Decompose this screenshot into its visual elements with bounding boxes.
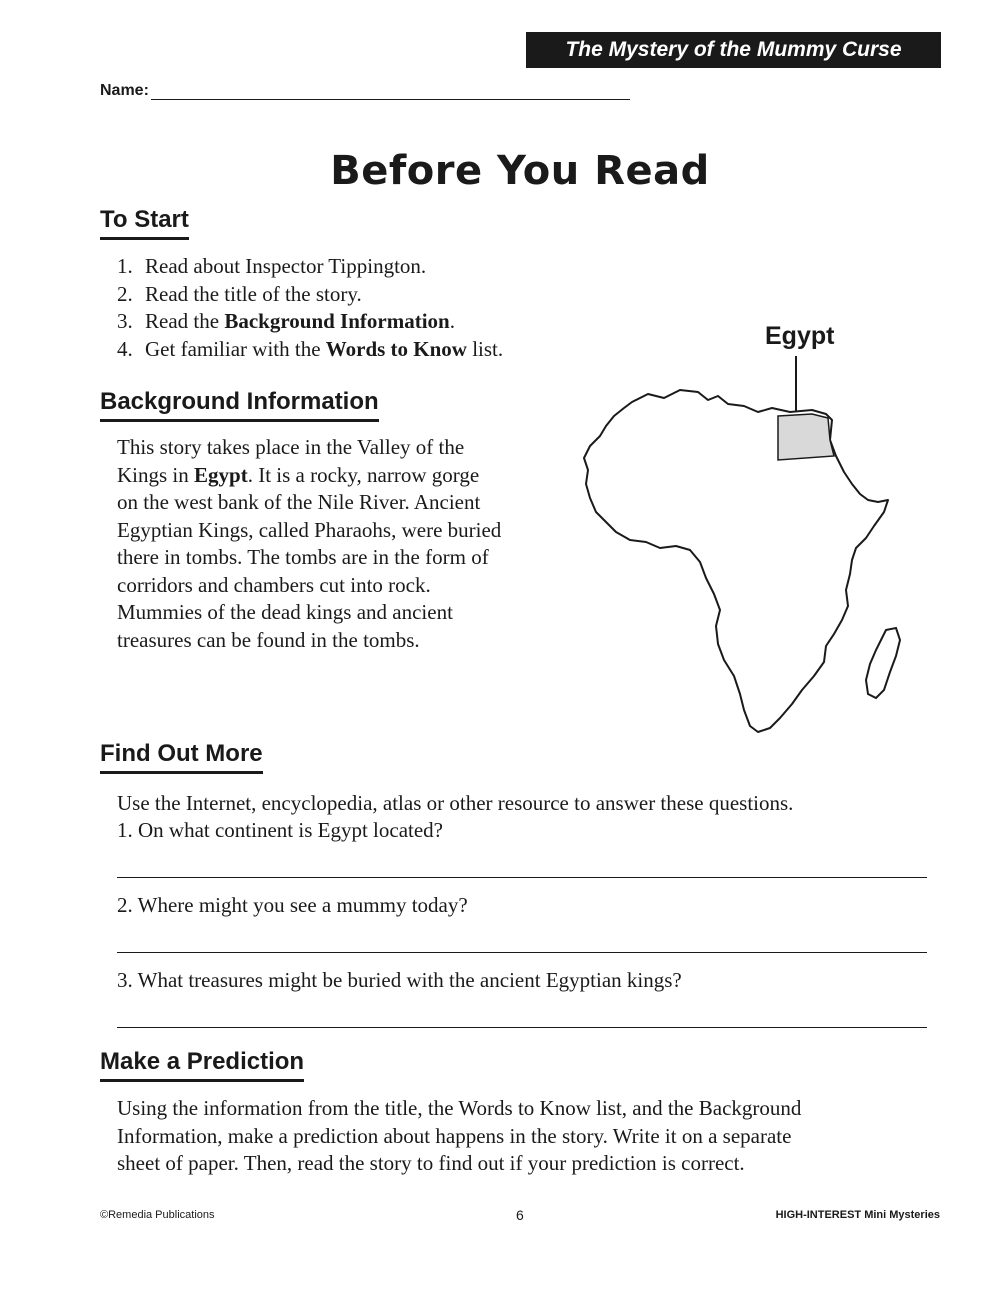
paragraph-line: sheet of paper. Then, read the story to find out if your prediction is correct. [117,1151,745,1175]
paragraph-line: on the west bank of the Nile River. Ancient [117,490,481,514]
question-1: 1. On what continent is Egypt located? [117,818,444,842]
question-3: 3. What treasures might be buried with the ancient Egyptian kings? [117,968,682,992]
list-text: list. [466,336,504,361]
paragraph-line: Kings in Egypt. It is a rocky, narrow gorge [117,462,480,487]
list-number: 3. [117,309,133,333]
question-2: 2. Where might you see a mummy today? [117,893,468,917]
egypt-bold-text: Egypt [194,462,248,487]
answer-line-3[interactable] [117,1027,927,1028]
list-text: Get familiar with the [145,336,326,361]
africa-map [560,340,920,750]
list-text: Read the [145,309,225,333]
paragraph-line: Using the information from the title, the Words to Know list, and the Background [117,1096,802,1120]
name-blank-line[interactable] [151,83,630,100]
paragraph-line: there in tombs. The tombs are in the form of [117,545,489,569]
list-item [117,281,503,309]
paragraph-line: This story takes place in the Valley of the [117,435,465,459]
madagascar-outline [866,628,900,698]
name-field-row [100,82,630,100]
name-label: Name: [100,82,149,99]
paragraph-line: treasures can be found in the tombs. [117,627,420,652]
list-bold-text: Words to Know [325,336,467,361]
find-out-intro: Use the Internet, encyclopedia, atlas or other resource to answer these questions. [117,791,794,815]
list-number: 2. [117,281,133,306]
to-start-list [117,253,503,363]
footer-publisher: ©Remedia Publications [100,1209,215,1221]
paragraph-line: Information, make a prediction about happens in the story. Write it on a separate [117,1123,792,1148]
paragraph-line: Egyptian Kings, called Pharaohs, were buried [117,517,502,542]
prediction-heading: Make a Prediction [100,1048,304,1082]
list-item [117,308,503,336]
list-number: 1. [117,254,133,278]
find-out-heading: Find Out More [100,740,263,774]
list-item [117,253,503,281]
list-text: Read about Inspector Tippington. [145,254,427,278]
footer-page-number: 6 [516,1207,524,1223]
series-banner: The Mystery of the Mummy Curse [526,32,941,68]
africa-outline [584,390,888,732]
list-bold-text: Background Information [224,309,450,333]
list-number: 4. [117,336,133,361]
paragraph-line: corridors and chambers cut into rock. [117,572,431,597]
page-title: Before You Read [330,148,710,194]
egypt-region [778,414,834,460]
footer-series: HIGH-INTEREST Mini Mysteries [775,1209,940,1221]
list-text: Read the title of the story. [145,281,362,306]
background-heading: Background Information [100,388,379,422]
background-paragraph [117,434,587,654]
answer-line-1[interactable] [117,877,927,878]
paragraph-line: Mummies of the dead kings and ancient [117,600,453,624]
list-text: . [449,309,455,333]
to-start-heading: To Start [100,206,189,240]
prediction-paragraph [117,1095,957,1178]
answer-line-2[interactable] [117,952,927,953]
list-item [117,336,503,364]
map-egypt-label: Egypt [765,322,835,350]
